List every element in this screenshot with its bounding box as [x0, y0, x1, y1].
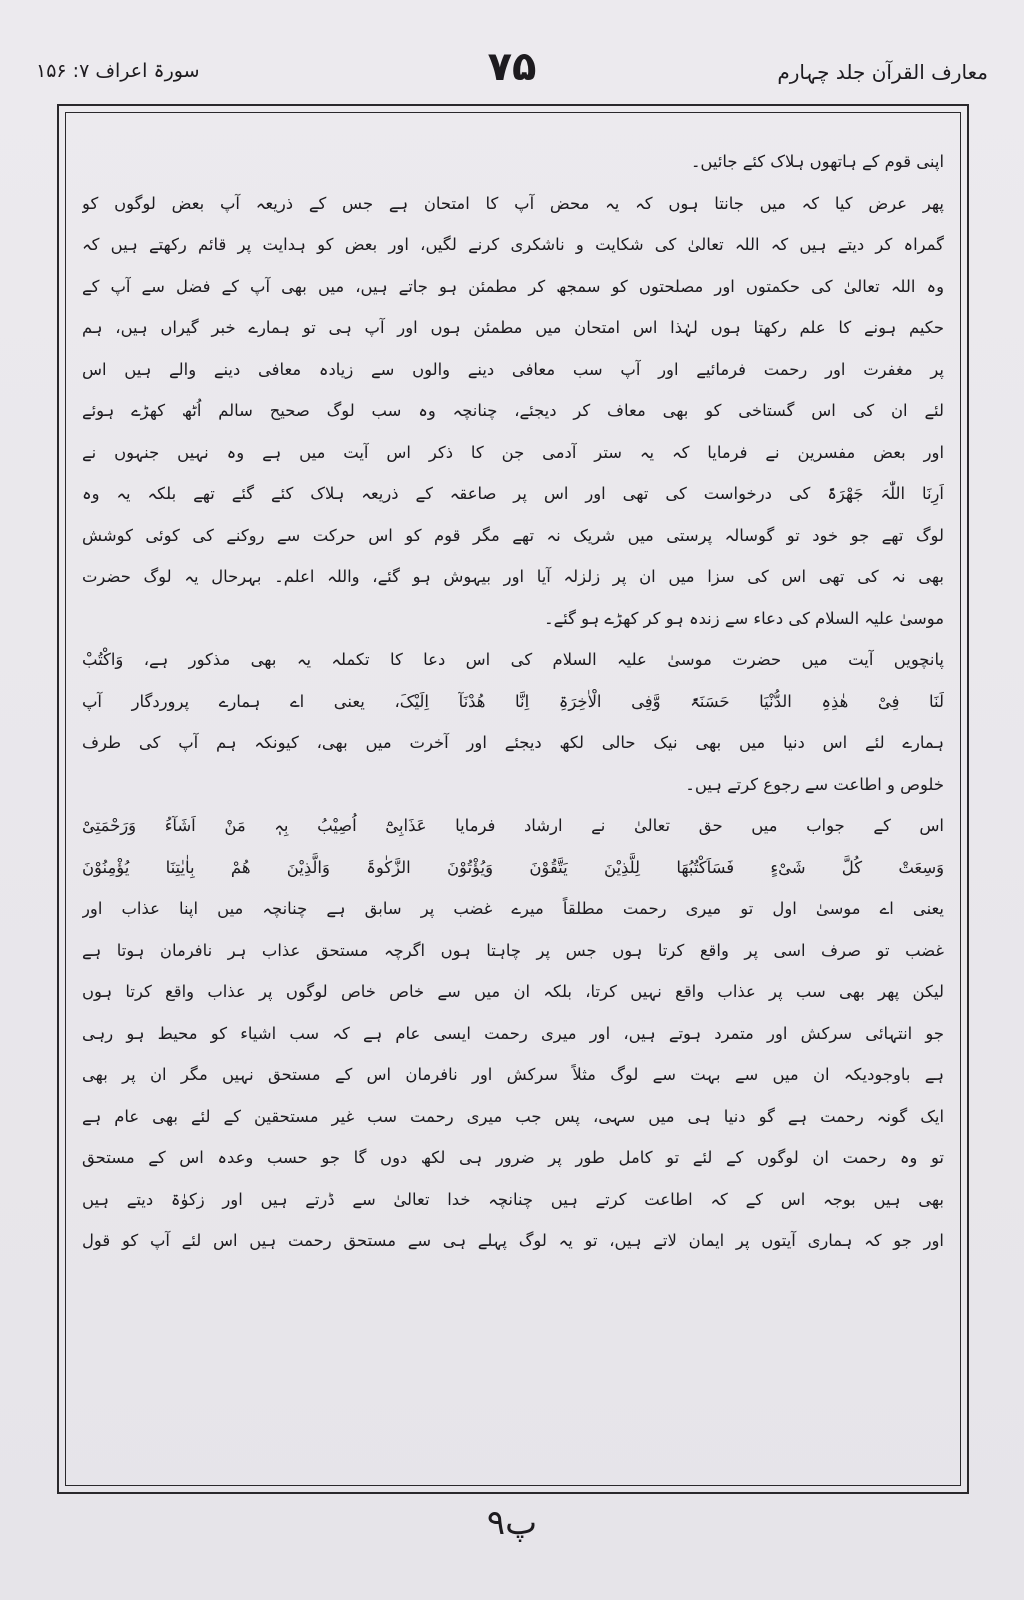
book-title: معارف القرآن جلد چہارم	[777, 60, 988, 84]
text-line: پر مغفرت اور رحمت فرمائیے اور آپ سب معافی دینے والوں سے زیادہ معافی دینے والے ہیں اس	[82, 359, 944, 379]
text-line: ایک گونہ رحمت ہے گو دنیا ہی میں سہی، پس جب میری رحمت سب غیر مستحقین کے لئے بھی عام ہے	[82, 1106, 944, 1126]
text-line: لَنَا فِیْ ھٰذِہِ الدُّنْیَا حَسَنَۃً وَّفِی الْاٰخِرَۃِ اِنَّا ھُدْنَآ اِلَیْکَ، یعنی اے ہمارے پروردگار آپ	[82, 691, 944, 711]
text-line: تو وہ رحمت ان لوگوں کے لئے تو کامل طور پر ضرور ہی لکھ دوں گا جو حسب وعدہ اس کے مستحق	[82, 1148, 944, 1167]
text-line: یعنی اے موسیٰ اول تو میری رحمت مطلقاً میرے غضب پر سابق ہے چنانچہ میں اپنا عذاب اور	[82, 899, 944, 918]
text-line: گمراہ کر دیتے ہیں کہ اللہ تعالیٰ کی شکایت و ناشکری کرنے لگیں، اور بعض کو ہدایت پر قائم رکھتے ہیں کہ	[82, 235, 944, 254]
page-header	[36, 46, 988, 96]
surah-reference: سورۃ اعراف ۷: ۱۵۶	[36, 60, 200, 82]
text-line: جو انتہائی سرکش اور متمرد ہوتے ہیں، اور میری رحمت ایسی عام ہے کہ سب اشیاء کو محیط ہو رہی	[82, 1023, 944, 1043]
text-line: اور بعض مفسرین نے فرمایا کہ یہ ستر آدمی جن کا ذکر اس آیت میں ہے وہ نہیں جنہوں نے	[82, 442, 944, 462]
text-line: وہ اللہ تعالیٰ کی حکمتوں اور مصلحتوں کو سمجھ کر مطمئن ہو جاتے ہیں، میں بھی آپ کے فضل سے آپ کے	[82, 276, 944, 296]
text-frame-inner	[65, 112, 961, 1486]
text-line: لئے ان کی اس گستاخی کو بھی معاف کر دیجئے، چنانچہ وہ سب لوگ صحیح سالم اُٹھ کھڑے ہوئے	[82, 401, 944, 420]
text-line: حکیم ہونے کا علم رکھتا ہوں لہٰذا اس امتحان میں مطمئن ہوں اور آپ ہی تو ہمارے خبر گیراں ہیں، ہم	[82, 318, 944, 337]
text-line: لیکن پھر بھی سب پر عذاب واقع نہیں کرتا، بلکہ ان میں سے خاص خاص لوگوں پر عذاب واقع کرتا ہوں	[82, 982, 944, 1001]
text-line: اپنی قوم کے ہاتھوں ہلاک کئے جائیں۔	[690, 152, 944, 171]
text-line: خلوص و اطاعت سے رجوع کرتے ہیں۔	[685, 774, 944, 794]
text-line: لوگ تھے جو خود تو گوسالہ پرستی میں شریک نہ تھے مگر قوم کو اس حرکت سے روکنے کی کوئی کوشش	[82, 525, 944, 545]
text-line: غضب تو صرف اسی پر واقع کرتا ہوں جس پر چاہتا ہوں اگرچہ مستحق عذاب ہر نافرمان ہوتا ہے	[82, 940, 944, 960]
text-line: ہے باوجودیکہ ان میں سے بہت سے لوگ مثلاً سرکش اور نافرمان اس کے مستحق نہیں مگر ان پر بھی	[82, 1065, 944, 1084]
text-line: وَسِعَتْ کُلَّ شَیْءٍ فَسَاَکْتُبُھَا لِلَّذِیْنَ یَتَّقُوْنَ وَیُؤْتُوْنَ الزَّکٰوۃَ وَالَّذِیْنَ ھُمْ بِاٰیٰتِنَا یُؤْمِنُوْنَ	[82, 857, 944, 877]
text-line: موسیٰ علیہ السلام کی دعاء سے زندہ ہو کر کھڑے ہو گئے۔	[543, 608, 944, 628]
text-frame	[57, 104, 969, 1494]
page-number: ۷۵	[487, 44, 537, 90]
text-line: ہمارے لئے اس دنیا میں بھی نیک حالی لکھ دیجئے اور آخرت میں بھی، کیونکہ ہم آپ کی طرف	[82, 733, 944, 752]
text-line: اس کے جواب میں حق تعالیٰ نے ارشاد فرمایا عَذَابِیْٓ اُصِیْبُ بِہٖ مَنْ اَشَآءُ وَرَحْمَتِیْ	[82, 816, 944, 835]
text-line: اَرِنَا اللّٰہَ جَھْرَۃً کی درخواست کی تھی اور اس پر صاعقہ کے ذریعہ ہلاک کئے گئے تھے بلکہ یہ وہ	[82, 484, 944, 503]
text-line: اور جو کہ ہماری آیتوں پر ایمان لاتے ہیں، تو یہ لوگ پہلے ہی سے مستحق رحمت ہیں اس لئے آپ کو قول	[82, 1231, 944, 1250]
text-line: پانچویں آیت میں حضرت موسیٰ علیہ السلام کی اس دعا کا تکملہ یہ بھی مذکور ہے، وَاکْتُبْ	[82, 650, 944, 669]
text-line: بھی نہ کی تھی اس کی سزا میں ان پر زلزلہ آیا اور بیہوش ہو گئے، واللہ اعلم۔ بہرحال یہ لوگ حضرت	[82, 567, 944, 586]
para-marker: پ۹	[486, 1503, 538, 1543]
text-line: پھر عرض کیا کہ میں جانتا ہوں کہ یہ محض آپ کا امتحان ہے جس کے ذریعہ آپ بعض لوگوں کو	[82, 193, 944, 213]
text-body	[82, 141, 944, 1469]
text-line: بھی ہیں بوجہ اس کے کہ اطاعت کرتے ہیں چنانچہ خدا تعالیٰ سے ڈرتے ہیں اور زکوٰۃ دیتے ہیں	[82, 1189, 944, 1209]
